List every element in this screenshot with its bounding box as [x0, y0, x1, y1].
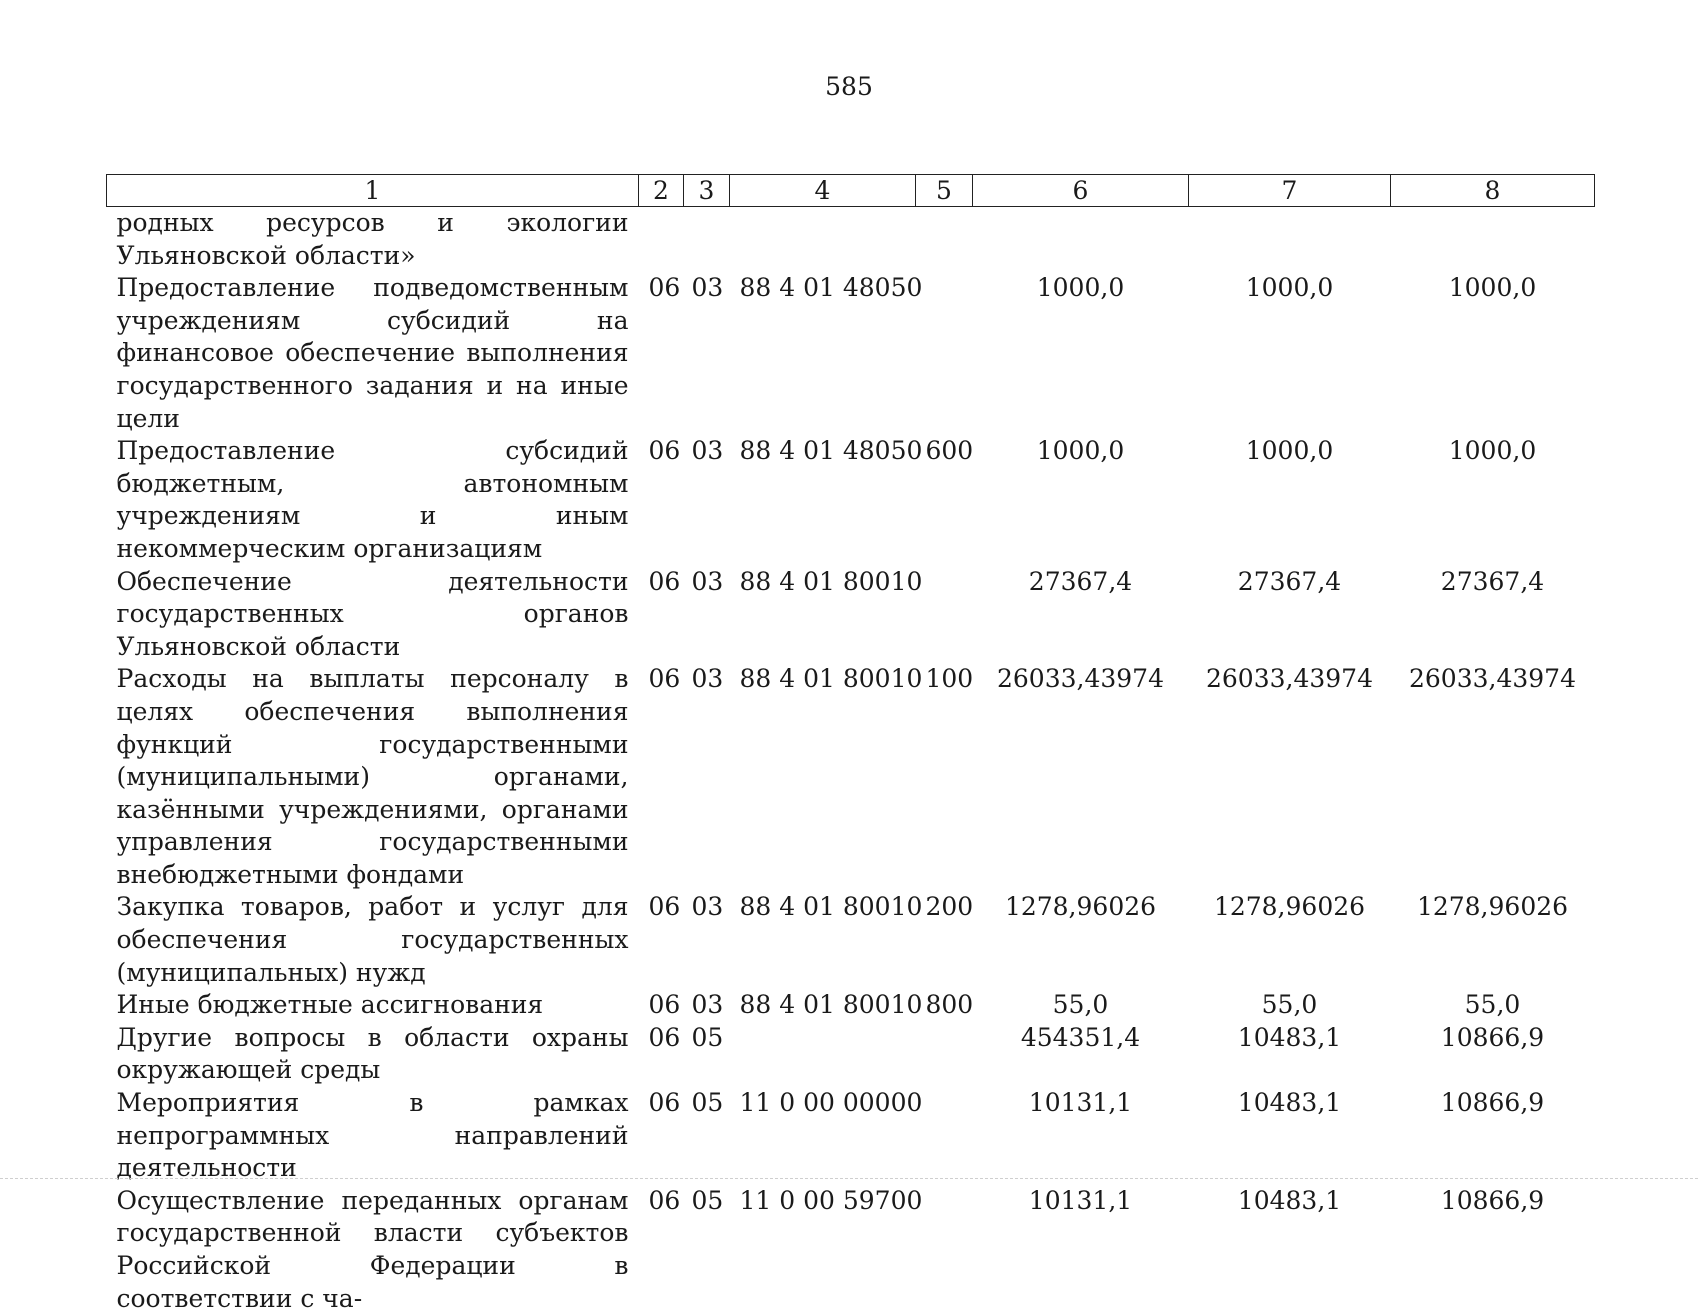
amount-col8-cell: 10866,9	[1391, 1022, 1595, 1087]
amount-col6-cell: 27367,4	[973, 566, 1189, 664]
page-bottom-edge	[0, 1178, 1698, 1179]
amount-col6-cell: 454351,4	[973, 1022, 1189, 1087]
section-code-cell: 06	[639, 891, 684, 989]
column-header: 8	[1391, 175, 1595, 207]
expense-name-cell: Осуществление переданных органам государственной власти субъектов Российской Федерации в соответствии с ча-	[107, 1185, 639, 1315]
subsection-code-cell: 03	[684, 566, 730, 664]
expense-name-cell: Обеспечение деятельности государственных органов Ульяновской области	[107, 566, 639, 664]
section-code-cell: 06	[639, 989, 684, 1022]
target-article-cell: 88 4 01 80010	[730, 891, 916, 989]
amount-col6-cell: 10131,1	[973, 1185, 1189, 1315]
table-row	[107, 663, 1595, 891]
expense-name-cell: Иные бюджетные ассигнования	[107, 989, 639, 1022]
table-row	[107, 1185, 1595, 1315]
amount-col7-cell: 1000,0	[1189, 435, 1391, 565]
amount-col6-cell: 1000,0	[973, 272, 1189, 435]
amount-col8-cell: 1000,0	[1391, 435, 1595, 565]
amount-col8-cell: 10866,9	[1391, 1185, 1595, 1315]
expense-type-cell: 100	[916, 663, 973, 891]
amount-col7-cell: 55,0	[1189, 989, 1391, 1022]
subsection-code-cell: 03	[684, 435, 730, 565]
section-code-cell: 06	[639, 663, 684, 891]
table-row	[107, 989, 1595, 1022]
amount-col6-cell: 55,0	[973, 989, 1189, 1022]
amount-col7-cell: 26033,43974	[1189, 663, 1391, 891]
expense-name-cell: Закупка товаров, работ и услуг для обеспечения государственных (муниципальных) нужд	[107, 891, 639, 989]
section-code-cell: 06	[639, 1087, 684, 1185]
amount-col8-cell: 10866,9	[1391, 1087, 1595, 1185]
section-code-cell: 06	[639, 435, 684, 565]
subsection-code-cell: 03	[684, 663, 730, 891]
amount-col8-cell: 1000,0	[1391, 272, 1595, 435]
amount-col8-cell: 27367,4	[1391, 566, 1595, 664]
section-code-cell: 06	[639, 1022, 684, 1087]
target-article-cell	[730, 1022, 916, 1087]
amount-col8-cell: 55,0	[1391, 989, 1595, 1022]
table-body	[107, 207, 1595, 1315]
amount-col7-cell: 10483,1	[1189, 1185, 1391, 1315]
expense-type-cell	[916, 207, 973, 273]
section-code-cell: 06	[639, 1185, 684, 1315]
target-article-cell: 88 4 01 48050	[730, 272, 916, 435]
target-article-cell: 88 4 01 80010	[730, 566, 916, 664]
expense-name-cell: родных ресурсов и экологии Ульяновской области»	[107, 207, 639, 273]
amount-col8-cell: 1278,96026	[1391, 891, 1595, 989]
target-article-cell: 88 4 01 80010	[730, 989, 916, 1022]
target-article-cell: 88 4 01 80010	[730, 663, 916, 891]
column-header: 4	[730, 175, 916, 207]
subsection-code-cell: 05	[684, 1087, 730, 1185]
table-header-row	[107, 175, 1595, 207]
amount-col7-cell: 1278,96026	[1189, 891, 1391, 989]
expense-type-cell: 800	[916, 989, 973, 1022]
subsection-code-cell: 05	[684, 1185, 730, 1315]
expense-type-cell	[916, 1022, 973, 1087]
amount-col6-cell	[973, 207, 1189, 273]
subsection-code-cell: 03	[684, 891, 730, 989]
amount-col8-cell: 26033,43974	[1391, 663, 1595, 891]
amount-col6-cell: 1278,96026	[973, 891, 1189, 989]
amount-col6-cell: 26033,43974	[973, 663, 1189, 891]
expense-type-cell	[916, 1185, 973, 1315]
amount-col6-cell: 10131,1	[973, 1087, 1189, 1185]
amount-col7-cell: 1000,0	[1189, 272, 1391, 435]
column-header: 1	[107, 175, 639, 207]
table-row	[107, 1022, 1595, 1087]
expense-name-cell: Предоставление субсидий бюджетным, автономным учреждениям и иным некоммерческим организациям	[107, 435, 639, 565]
expense-name-cell: Расходы на выплаты персоналу в целях обеспечения выполнения функций государственными (муниципальными) органами, казёнными учреждениями, органами управления государственными внебюджетными фондами	[107, 663, 639, 891]
expense-name-cell: Другие вопросы в области охраны окружающей среды	[107, 1022, 639, 1087]
target-article-cell: 11 0 00 00000	[730, 1087, 916, 1185]
section-code-cell	[639, 207, 684, 273]
column-header: 6	[973, 175, 1189, 207]
column-header: 7	[1189, 175, 1391, 207]
budget-table	[106, 174, 1595, 1315]
expense-name-cell: Мероприятия в рамках непрограммных направлений деятельности	[107, 1087, 639, 1185]
expense-type-cell	[916, 566, 973, 664]
expense-type-cell	[916, 1087, 973, 1185]
table-row	[107, 207, 1595, 273]
page-number: 585	[0, 72, 1698, 101]
section-code-cell: 06	[639, 272, 684, 435]
expense-type-cell: 200	[916, 891, 973, 989]
amount-col7-cell: 10483,1	[1189, 1022, 1391, 1087]
table-row	[107, 1087, 1595, 1185]
expense-name-cell: Предоставление подведомственным учреждениям субсидий на финансовое обеспечение выполнения государственного задания и на иные цели	[107, 272, 639, 435]
column-header: 5	[916, 175, 973, 207]
table-row	[107, 272, 1595, 435]
target-article-cell: 11 0 00 59700	[730, 1185, 916, 1315]
amount-col7-cell	[1189, 207, 1391, 273]
amount-col6-cell: 1000,0	[973, 435, 1189, 565]
target-article-cell	[730, 207, 916, 273]
expense-type-cell: 600	[916, 435, 973, 565]
amount-col8-cell	[1391, 207, 1595, 273]
table-row	[107, 891, 1595, 989]
table-row	[107, 435, 1595, 565]
subsection-code-cell: 03	[684, 272, 730, 435]
subsection-code-cell: 03	[684, 989, 730, 1022]
amount-col7-cell: 27367,4	[1189, 566, 1391, 664]
subsection-code-cell: 05	[684, 1022, 730, 1087]
section-code-cell: 06	[639, 566, 684, 664]
column-header: 3	[684, 175, 730, 207]
subsection-code-cell	[684, 207, 730, 273]
amount-col7-cell: 10483,1	[1189, 1087, 1391, 1185]
expense-type-cell	[916, 272, 973, 435]
table-row	[107, 566, 1595, 664]
column-header: 2	[639, 175, 684, 207]
target-article-cell: 88 4 01 48050	[730, 435, 916, 565]
